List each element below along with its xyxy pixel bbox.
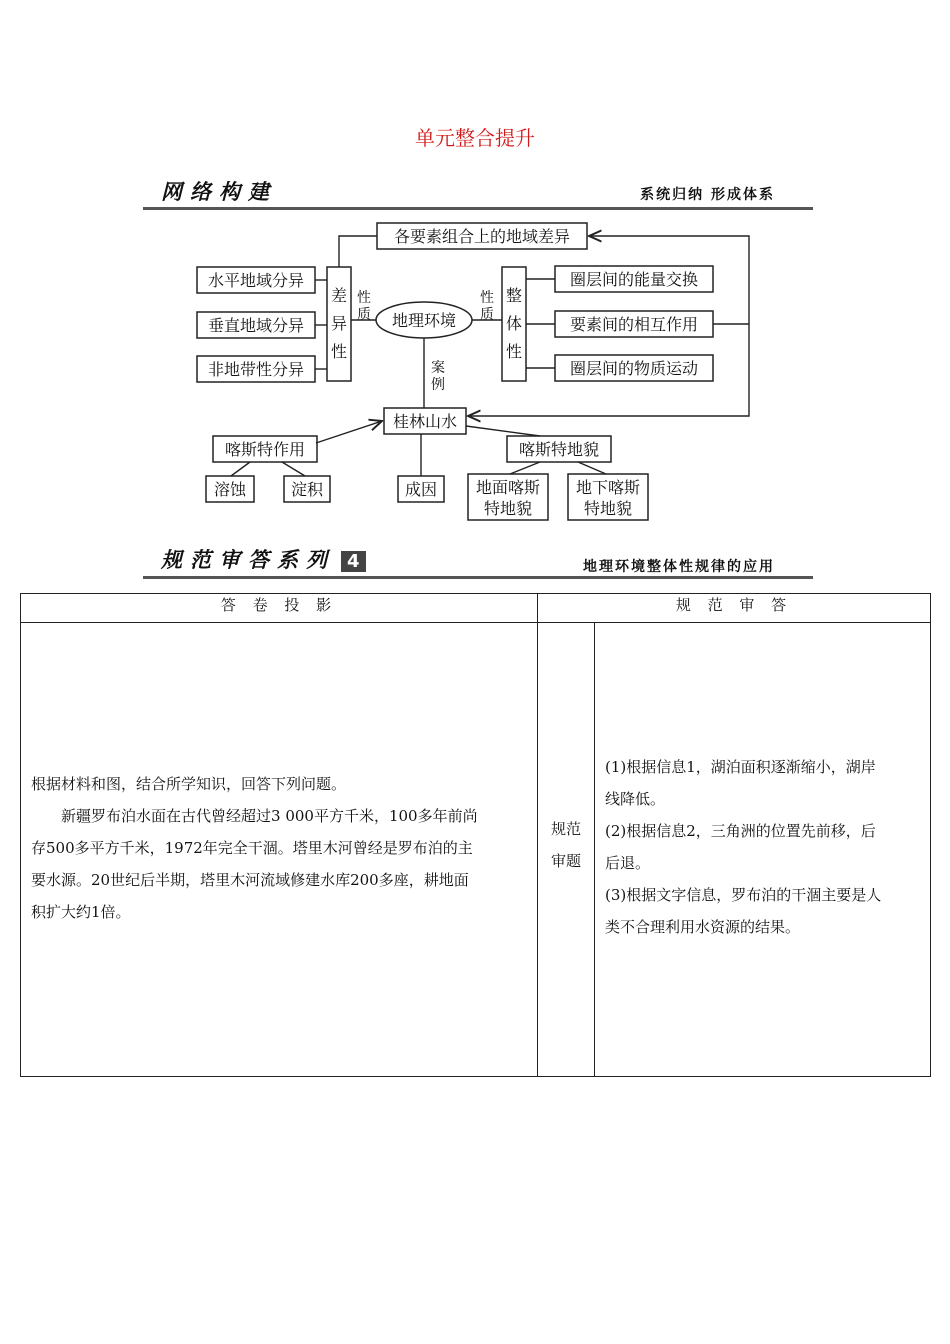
label-underground-karst-line2: 特地貌 [583, 499, 633, 518]
material-line: 积扩大约1倍。 [31, 903, 131, 921]
edge-label-property: 质 [480, 307, 494, 323]
review-line: 类不合理利用水资源的结果。 [605, 918, 801, 936]
material-line: 要水源。20世纪后半期，塔里木河流域修建水库200多座，耕地面 [31, 871, 469, 889]
label-geographic-environment: 地理环境 [391, 311, 457, 330]
question-content [21, 623, 538, 1076]
banner-title-text: 规范审答系列 [161, 548, 335, 572]
label-bar-char: 异 [330, 314, 348, 333]
review-content [595, 623, 930, 1076]
table-header-left: 答 卷 投 影 [21, 594, 538, 623]
edge-label-property: 性 [357, 290, 371, 306]
label-energy-exchange: 圈层间的能量交换 [569, 270, 699, 289]
label-matter-movement: 圈层间的物质运动 [569, 359, 699, 378]
label-guilin-landscape: 桂林山水 [392, 412, 458, 431]
label-regional-difference: 各要素组合上的地域差异 [393, 227, 571, 246]
label-vertical-differentiation: 垂直地域分异 [207, 316, 305, 335]
edge-label-case: 案 [431, 360, 445, 376]
label-underground-karst-line1: 地下喀斯 [575, 478, 641, 497]
answer-table [20, 593, 931, 1077]
review-label-line: 审题 [550, 852, 581, 870]
label-surface-karst-line2: 特地貌 [483, 499, 533, 518]
label-deposition: 淀积 [290, 480, 324, 499]
edge-label-property: 性 [480, 290, 494, 306]
label-surface-karst-line1: 地面喀斯 [475, 478, 541, 497]
review-line: 线降低。 [605, 790, 666, 808]
banner-title: 网络构建 [161, 180, 277, 204]
edge-label-property: 质 [357, 307, 371, 323]
label-azonal-differentiation: 非地带性分异 [207, 360, 305, 379]
edge-label-case: 例 [431, 377, 445, 393]
review-label [538, 623, 595, 1076]
banner-subtitle: 系统归纳 形成体系 [640, 187, 775, 203]
table-header-right: 规 范 审 答 [538, 594, 930, 623]
label-horizontal-differentiation: 水平地域分异 [207, 271, 305, 290]
review-line: (3)根据文字信息，罗布泊的干涸主要是人 [605, 886, 882, 904]
label-bar-char: 体 [505, 314, 523, 333]
banner-rule [143, 576, 813, 579]
label-bar-char: 差 [330, 286, 348, 305]
material-line: 新疆罗布泊水面在古代曾经超过3 000平方千米，100多年前尚 [61, 807, 478, 825]
section-banner-standard-answer [143, 540, 813, 582]
banner-subtitle: 地理环境整体性规律的应用 [583, 559, 775, 575]
label-element-interaction: 要素间的相互作用 [569, 315, 699, 334]
label-bar-char: 性 [330, 342, 348, 361]
label-karst-landform: 喀斯特地貌 [518, 440, 600, 459]
page-title: 单元整合提升 [415, 126, 535, 150]
series-number-badge: 4 [341, 551, 366, 572]
material-line: 存500多平方千米，1972年完全干涸。塔里木河曾经是罗布泊的主 [31, 839, 473, 857]
label-karst-process: 喀斯特作用 [224, 440, 306, 459]
review-line: (2)根据信息2，三角洲的位置先前移，后 [605, 822, 876, 840]
question-prompt: 根据材料和图，结合所学知识，回答下列问题。 [31, 775, 347, 793]
review-label-line: 规范 [550, 820, 581, 838]
review-line: 后退。 [605, 854, 651, 872]
label-dissolution: 溶蚀 [213, 480, 247, 499]
concept-diagram [0, 0, 950, 530]
label-bar-char: 整 [505, 286, 523, 305]
label-bar-char: 性 [505, 342, 523, 361]
banner-title [161, 544, 366, 574]
label-cause: 成因 [404, 480, 438, 499]
review-line: (1)根据信息1，湖泊面积逐渐缩小，湖岸 [605, 758, 876, 776]
